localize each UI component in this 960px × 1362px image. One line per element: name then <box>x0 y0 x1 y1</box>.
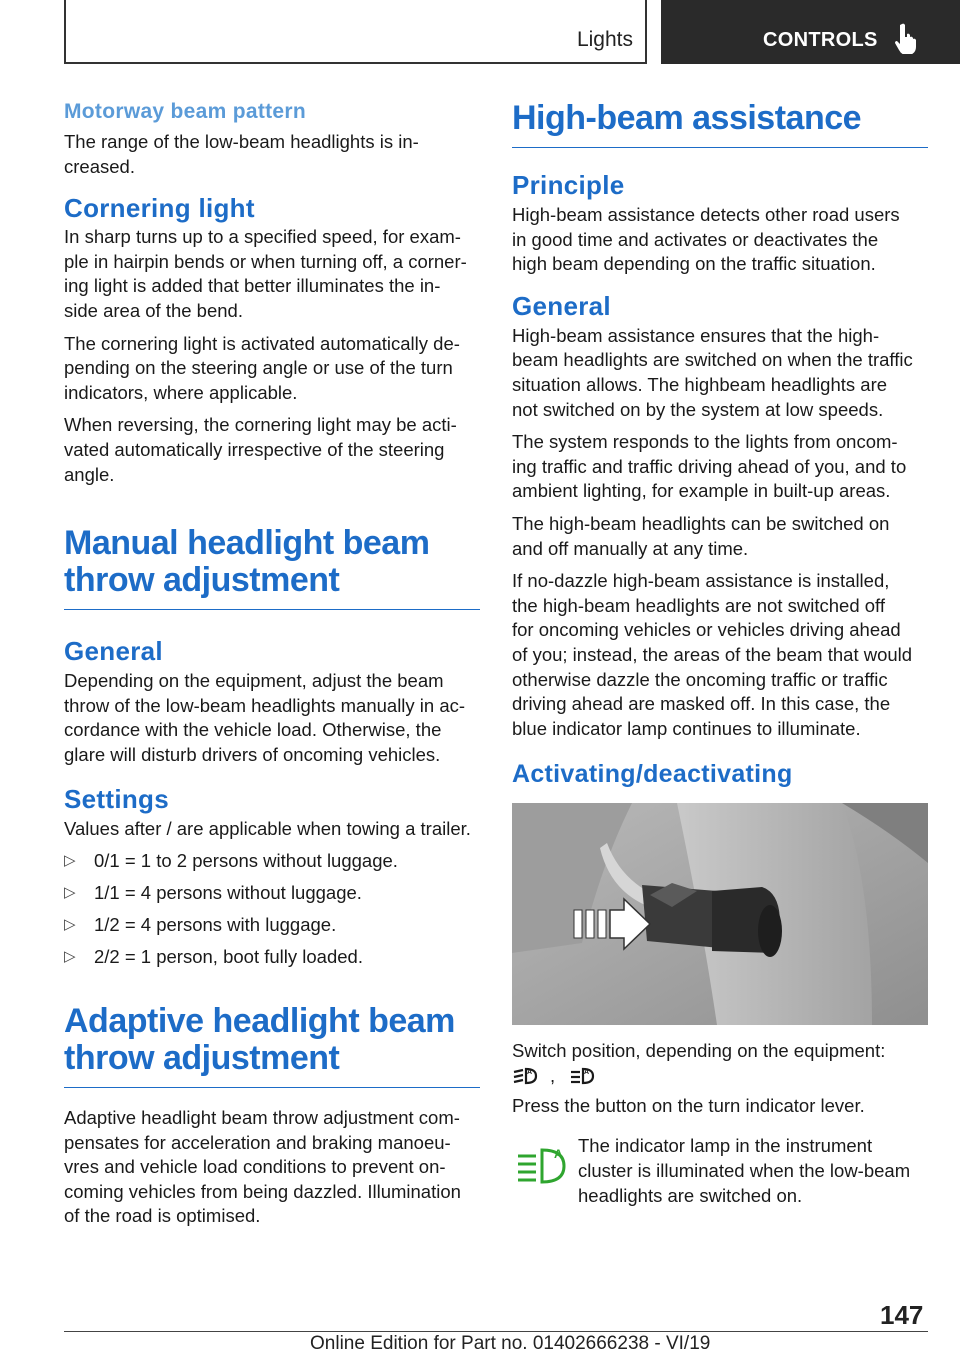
triangle-bullet-icon: ▷ <box>64 852 76 870</box>
right-column <box>512 100 928 1208</box>
manual-beam-throw-heading: Manual headlight beam throw adjustment <box>64 525 480 610</box>
header-chapter-tab <box>661 0 960 64</box>
high-beam-assistant-icon <box>512 1065 538 1087</box>
svg-text:A: A <box>554 1147 563 1162</box>
cornering-light-text-2: The cornering light is activated automatically de- pending on the steering angle or use of the turn indicators, where applicable. <box>64 332 460 403</box>
motorway-beam-heading: Motorway beam pattern <box>64 100 307 123</box>
settings-heading: Settings <box>64 783 169 814</box>
hba-general-heading: General <box>512 290 611 321</box>
hba-general-text-3: The high-beam headlights can be switched on and off manually at any time. <box>512 512 890 559</box>
turn-indicator-lever-image <box>512 803 928 1025</box>
switch-symbols <box>512 1064 928 1088</box>
manual-general-text: Depending on the equipment, adjust the beam throw of the low-beam headlights manually in ac- cordance with the vehicle load. Otherwise, the glare will disturb drivers of oncoming vehicles. <box>64 670 466 765</box>
principle-text: High-beam assistance detects other road users in good time and activates or deactivates the high beam depending on the traffic situation. <box>512 204 900 275</box>
settings-list <box>64 849 480 969</box>
motorway-beam-text: The range of the low-beam headlights is in- creased. <box>64 131 419 177</box>
svg-text:A: A <box>584 1068 590 1076</box>
list-item: ▷ 1/1 = 4 persons without luggage. <box>64 882 362 904</box>
low-beam-assistant-icon <box>569 1065 595 1087</box>
page-number: 147 <box>880 1300 924 1330</box>
high-beam-assistance-heading: High-beam assistance <box>512 100 928 148</box>
principle-heading: Principle <box>512 170 625 200</box>
list-item: ▷ 1/2 = 4 persons with luggage. <box>64 914 337 936</box>
hba-general-text-1: High-beam assistance ensures that the high- beam headlights are switched on when the traffic situation allows. The highbeam headlights are not switched on by the system at low speeds. <box>512 324 913 420</box>
triangle-bullet-icon: ▷ <box>64 948 76 966</box>
header-section-title: Lights <box>576 28 633 51</box>
list-item: ▷ 0/1 = 1 to 2 persons without luggage. <box>64 850 398 872</box>
cornering-light-heading: Cornering light <box>64 193 255 224</box>
hba-general-text-2: The system responds to the lights from oncom- ing traffic and traffic driving ahead of you, and to ambient lighting, for example in built-up areas. <box>512 431 907 502</box>
settings-text: Values after / are applicable when towing a trailer. <box>64 817 471 839</box>
cornering-light-text-3: When reversing, the cornering light may be acti- vated automatically irrespective of the steering angle. <box>64 414 457 485</box>
indicator-lamp-text: The indicator lamp in the instrument cluster is illuminated when the low-beam headlights are switched on. <box>578 1135 911 1206</box>
low-beam-indicator-lamp-icon <box>512 1134 572 1190</box>
symbol-separator: , <box>550 1064 556 1086</box>
header-section-box <box>64 0 647 64</box>
activating-heading: Activating/deactivating <box>512 760 793 789</box>
svg-text:A: A <box>527 1068 533 1076</box>
footer-edition-text: Online Edition for Part no. 01402666238 - VI/19 <box>310 1333 711 1354</box>
cornering-light-text-1: In sharp turns up to a specified speed, for exam- ple in hairpin bends or when turning off, a corner- ing light is added that better illuminates the in- side area of the bend. <box>64 226 467 321</box>
switch-position-text: Switch position, depending on the equipment: <box>512 1040 886 1062</box>
adaptive-beam-throw-heading: Adaptive headlight beam throw adjustment <box>64 1003 480 1088</box>
left-column <box>64 100 480 1229</box>
hba-general-text-4: If no-dazzle high-beam assistance is installed, the high-beam headlights are not switched off for oncoming vehicles or vehicles driving ahead of you; instead, the areas of the beam that would otherwise dazzle the oncoming traffic or traffic driving ahead are masked off. In this case, the blue indicator lamp continues to illuminate. <box>512 570 913 739</box>
indicator-lamp-note <box>512 1134 928 1208</box>
triangle-bullet-icon: ▷ <box>64 884 76 902</box>
adaptive-beam-throw-text: Adaptive headlight beam throw adjustment com- pensates for acceleration and braking manoeu- vres and vehicle load conditions to prevent on- coming vehicles from being dazzled. Illumination of the road is optimised. <box>64 1107 461 1227</box>
press-button-text: Press the button on the turn indicator lever. <box>512 1094 865 1116</box>
header-chapter-title: CONTROLS <box>763 29 878 51</box>
pointing-hand-icon <box>893 22 921 54</box>
footer-divider <box>64 1331 928 1332</box>
manual-general-heading: General <box>64 636 163 667</box>
list-item: ▷ 2/2 = 1 person, boot fully loaded. <box>64 946 363 968</box>
triangle-bullet-icon: ▷ <box>64 916 76 934</box>
